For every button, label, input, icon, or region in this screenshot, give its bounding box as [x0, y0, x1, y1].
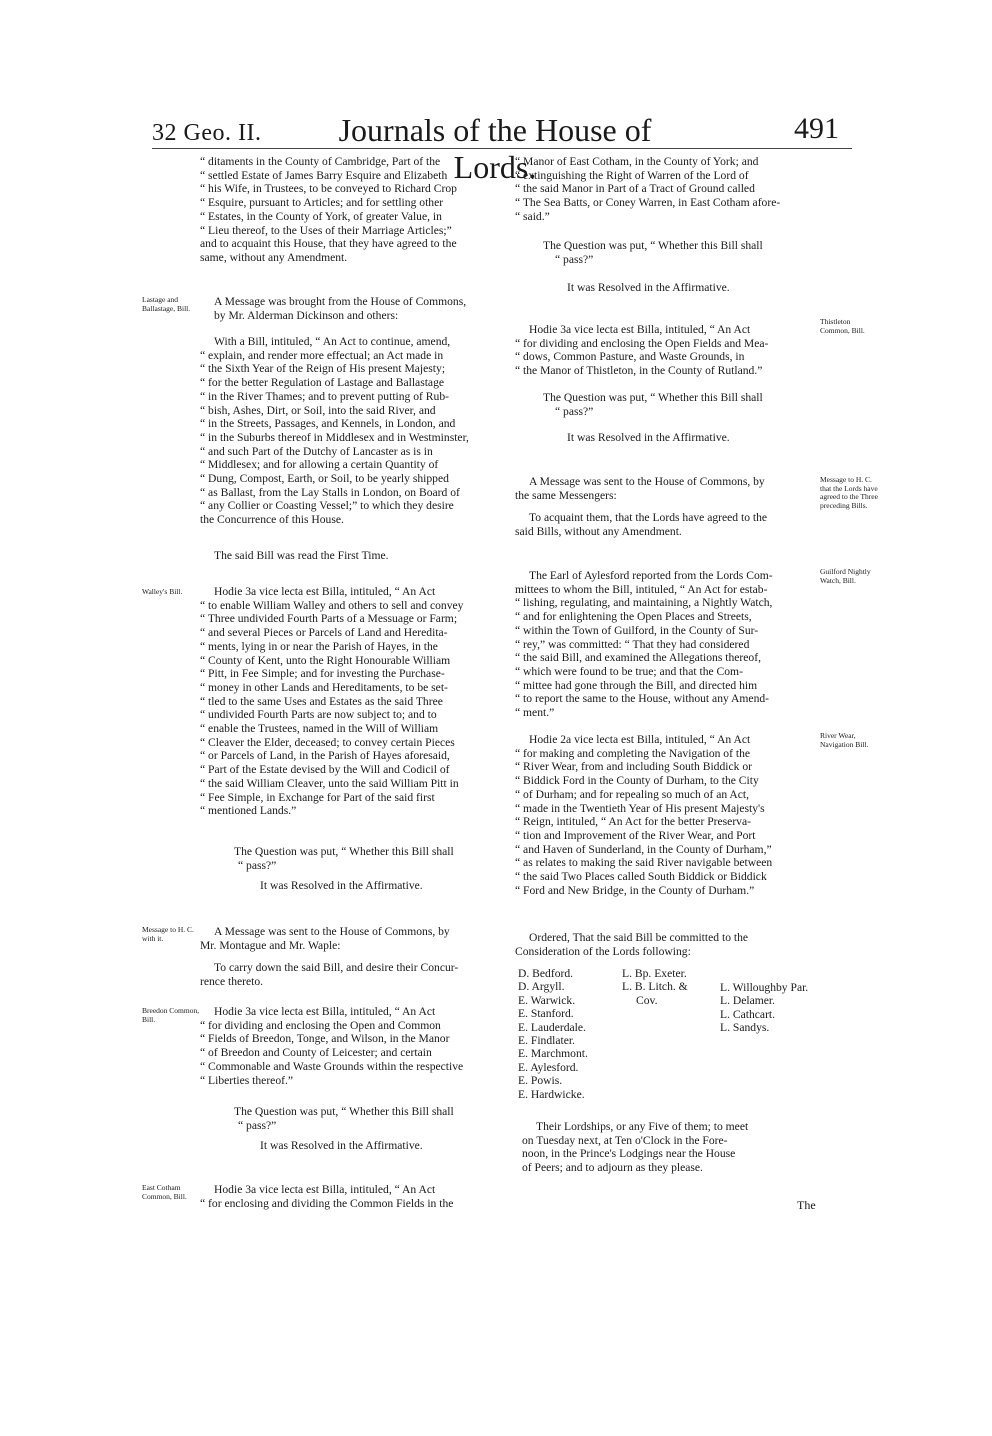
margin-note-thistleton: Thistleton Common, Bill.: [820, 317, 865, 335]
text-line: “ enable the Trustees, named in the Will of William: [200, 722, 439, 736]
text-line: noon, in the Prince's Lodgings near the House: [522, 1147, 736, 1161]
lord-name: E. Lauderdale.: [518, 1020, 586, 1034]
text-line: “ the said Two Places called South Biddick or Biddick: [515, 870, 767, 884]
lord-name: D. Argyll.: [518, 980, 565, 994]
text-line: “ or Parcels of Land, in the Parish of Hayes aforesaid,: [200, 749, 450, 763]
text-line: “ Dung, Compost, Earth, or Soil, to be yearly shipped: [200, 472, 449, 486]
text-line: “ of Durham; and for repealing so much of an Act,: [515, 787, 750, 801]
message-with-bill-paragraph: [200, 925, 502, 952]
text-line: Their Lordships, or any Five of them; to meet: [536, 1120, 749, 1133]
text-line: “ in the River Thames; and to prevent putting of Rub-: [200, 389, 449, 403]
lord-name: E. Hardwicke.: [518, 1087, 585, 1101]
breedon-bill-paragraph: [200, 1005, 502, 1087]
text-line: The Earl of Aylesford reported from the Lords Com-: [529, 569, 773, 582]
river-wear-bill-paragraph: [515, 733, 817, 897]
east-cotham-bill-paragraph: [200, 1183, 502, 1210]
text-line: “ as relates to making the said River navigable between: [515, 856, 773, 870]
lord-name: E. Powis.: [518, 1074, 563, 1088]
text-line: “ Middlesex; and for allowing a certain Quantity of: [200, 458, 439, 472]
east-cotham-resolution: It was Resolved in the Affirmative.: [567, 281, 730, 294]
text-line: mittees to whom the Bill, intituled, “ An Act for estab-: [515, 582, 768, 596]
text-line: “ Pitt, in Fee Simple; and for investing the Purchase-: [200, 667, 445, 681]
text-line: the Concurrence of this House.: [200, 513, 344, 527]
breedon-question: The Question was put, “ Whether this Bill shall “ pass?”: [234, 1105, 454, 1132]
text-line: “ The Sea Batts, or Coney Warren, in East Cotham afore-: [515, 196, 781, 210]
text-line: the same Messengers:: [515, 488, 617, 502]
text-line: on Tuesday next, at Ten o'Clock in the Fore-: [522, 1133, 728, 1147]
text-line: “ and such Part of the Dutchy of Lancaster as is in: [200, 444, 433, 458]
text-line: “ for the better Regulation of Lastage and Ballastage: [200, 376, 445, 390]
text-line: “ Cleaver the Elder, deceased; to convey certain Pieces: [200, 735, 455, 749]
text-line: “ rey,” was committed: “ That they had considered: [515, 637, 750, 651]
text-line: “ Lieu thereof, to the Uses of their Marriage Articles;”: [200, 223, 452, 237]
text-line: “ mentioned Lands.”: [200, 804, 297, 818]
lord-name: L. Delamer.: [720, 994, 776, 1008]
text-line: A Message was sent to the House of Commons, by: [214, 925, 450, 938]
acquaint-paragraph: [515, 511, 817, 538]
text-line: same, without any Amendment.: [200, 250, 348, 264]
text-line: “ the Sixth Year of the Reign of His present Majesty;: [200, 362, 446, 376]
text-line: “ which were found to be true; and that the Com-: [515, 664, 743, 678]
lastage-message-paragraph: [200, 295, 502, 322]
breedon-resolution: It was Resolved in the Affirmative.: [260, 1139, 423, 1152]
lord-name: L. Cathcart.: [720, 1007, 776, 1021]
margin-note-river-wear: River Wear, Navigation Bill.: [820, 731, 869, 749]
lord-name: L. Bp. Exeter.: [622, 967, 687, 980]
lords-list-bishops: [622, 967, 688, 1007]
text-line: “ the Manor of Thistleton, in the County of Rutland.”: [515, 364, 763, 378]
ordered-paragraph: [515, 931, 817, 958]
text-line: “ Fields of Breedon, Tonge, and Wilson, in the Manor: [200, 1032, 450, 1046]
text-line: “ for making and completing the Navigation of the: [515, 746, 751, 760]
text-line: “ extinguishing the Right of Warren of the Lord of: [515, 168, 749, 182]
text-line: “ in the Streets, Passages, and Kennels, in London, and: [200, 417, 456, 431]
text-line: “ tled to the same Uses and Estates as the said Three: [200, 694, 443, 708]
text-line: “ Biddick Ford in the County of Durham, to the City: [515, 774, 759, 788]
text-line: “ ments, lying in or near the Parish of Hayes, in the: [200, 639, 438, 653]
text-line: “ mittee had gone through the Bill, and directed him: [515, 678, 758, 692]
thistleton-bill-paragraph: [515, 323, 817, 378]
text-line: “ and Haven of Sunderland, in the County of Durham,”: [515, 842, 772, 856]
text-line: “ dows, Common Pasture, and Waste Grounds, in: [515, 350, 745, 364]
text-line: “ Fee Simple, in Exchange for Part of the said first: [200, 790, 435, 804]
guilford-report-paragraph: [515, 569, 817, 720]
text-line: “ ment.”: [515, 706, 555, 720]
header-regnal-year: 32 Geo. II.: [152, 120, 262, 146]
margin-note-breedon: Breedon Common, Bill.: [142, 1006, 200, 1024]
text-line: “ any Collier or Coasting Vessel;” to which they desire: [200, 499, 454, 513]
text-line: “ to report the same to the House, without any Amend-: [515, 692, 770, 706]
catchword: The: [797, 1198, 816, 1212]
text-line: “ and several Pieces or Parcels of Land and Heredita-: [200, 626, 448, 640]
page-number: 491: [794, 112, 839, 145]
text-line: “ bish, Ashes, Dirt, or Soil, into the said River, and: [200, 403, 436, 417]
margin-note-lastage: Lastage and Ballastage, Bill.: [142, 295, 191, 313]
lastage-bill-paragraph: [200, 335, 502, 527]
margin-note-east-cotham: East Cotham Common, Bill.: [142, 1183, 187, 1201]
lord-name: E. Warwick.: [518, 993, 576, 1007]
margin-note-message-three-bills: Message to H. C. that the Lords have agreed to the Three preceding Bills.: [820, 475, 878, 510]
text-line: “ for dividing and enclosing the Open Fields and Mea-: [515, 336, 769, 350]
text-line: “ lishing, regulating, and maintaining, a Nightly Watch,: [515, 596, 773, 610]
text-line: “ Manor of East Cotham, in the County of York; and: [515, 155, 759, 168]
lord-name: L. B. Litch. &: [622, 980, 688, 994]
text-line: “ said.”: [515, 209, 550, 223]
margin-note-guilford: Guilford Nightly Watch, Bill.: [820, 567, 871, 585]
text-line: “ the said Bill, and examined the Allegations thereof,: [515, 651, 761, 665]
text-line: “ River Wear, from and including South Biddick or: [515, 760, 752, 774]
header-title: Journals of the House of Lords.: [338, 112, 652, 185]
right-intro-paragraph: [515, 155, 826, 224]
text-line: “ ditaments in the County of Cambridge, Part of the: [200, 155, 441, 168]
header-rule: [152, 148, 852, 149]
text-line: “ Part of the Estate devised by the Will and Codicil of: [200, 763, 450, 777]
text-line: “ Ford and New Bridge, in the County of Durham.”: [515, 883, 755, 897]
walley-resolution: It was Resolved in the Affirmative.: [260, 879, 423, 892]
text-line: Hodie 3a vice lecta est Billa, intituled, “ An Act: [529, 323, 751, 336]
text-line: A Message was sent to the House of Commons, by: [529, 475, 765, 488]
lord-name: D. Bedford.: [518, 967, 574, 980]
text-line: With a Bill, intituled, “ An Act to continue, amend,: [214, 335, 451, 348]
text-line: “ settled Estate of James Barry Esquire and Elizabeth: [200, 168, 448, 182]
margin-note-walley: Walley's Bill.: [142, 587, 183, 596]
text-line: by Mr. Alderman Dickinson and others:: [214, 308, 399, 322]
text-line: “ money in other Lands and Hereditaments, to be set-: [200, 680, 448, 694]
text-line: Consideration of the Lords following:: [515, 944, 691, 958]
text-line: “ the said Manor in Part of a Tract of Ground called: [515, 182, 755, 196]
text-line: A Message was brought from the House of Commons,: [214, 295, 467, 308]
text-line: Hodie 3a vice lecta est Billa, intituled, “ An Act: [214, 1005, 436, 1018]
text-line: “ Commonable and Waste Grounds within the respective: [200, 1059, 464, 1073]
east-cotham-question: The Question was put, “ Whether this Bill shall “ pass?”: [543, 239, 763, 266]
first-reading-note: The said Bill was read the First Time.: [214, 549, 389, 562]
walley-bill-paragraph: [200, 585, 502, 818]
margin-note-message: Message to H. C. with it.: [142, 925, 194, 943]
lord-name: E. Stanford.: [518, 1007, 574, 1021]
text-line: “ within the Town of Guilford, in the County of Sur-: [515, 623, 759, 637]
text-line: Hodie 3a vice lecta est Billa, intituled, “ An Act: [214, 1183, 436, 1196]
lord-name: L. Willoughby Par.: [720, 981, 809, 994]
text-line: “ explain, and render more effectual; an Act made in: [200, 348, 444, 362]
lords-list-barons: [720, 981, 808, 1035]
text-line: “ Estates, in the County of York, of greater Value, in: [200, 209, 442, 223]
text-line: Hodie 2a vice lecta est Billa, intituled, “ An Act: [529, 733, 751, 746]
lords-list-dukes-earls: [518, 967, 588, 1101]
text-line: “ Liberties thereof.”: [200, 1073, 294, 1087]
message-three-bills-paragraph: [515, 475, 817, 502]
text-line: “ Reign, intituled, “ An Act for the better Preserva-: [515, 815, 751, 829]
text-line: “ undivided Fourth Parts are now subject to; and to: [200, 708, 437, 722]
left-intro-paragraph: [200, 155, 502, 265]
lord-name: Cov.: [636, 993, 658, 1007]
carry-down-paragraph: [200, 961, 502, 988]
text-line: Hodie 3a vice lecta est Billa, intituled, “ An Act: [214, 585, 436, 598]
thistleton-resolution: It was Resolved in the Affirmative.: [567, 431, 730, 444]
text-line: of Peers; and to adjourn as they please.: [522, 1161, 703, 1175]
text-line: “ as Ballast, from the Lay Stalls in London, on Board of: [200, 485, 460, 499]
text-line: To carry down the said Bill, and desire their Concur-: [214, 961, 459, 974]
lord-name: E. Findlater.: [518, 1034, 575, 1048]
text-line: “ tion and Improvement of the River Wear, and Port: [515, 828, 756, 842]
text-line: “ to enable William Walley and others to sell and convey: [200, 598, 464, 612]
text-line: “ of Breedon and County of Leicester; and certain: [200, 1046, 432, 1060]
text-line: “ in the Suburbs thereof in Middlesex and in Westminster,: [200, 430, 469, 444]
text-line: Ordered, That the said Bill be committed to the: [529, 931, 749, 944]
text-line: “ Esquire, pursuant to Articles; and for settling other: [200, 196, 444, 210]
text-line: said Bills, without any Amendment.: [515, 524, 682, 538]
text-line: Mr. Montague and Mr. Waple:: [200, 938, 341, 952]
text-line: To acquaint them, that the Lords have agreed to the: [529, 511, 768, 524]
text-line: “ his Wife, in Trustees, to be conveyed to Richard Crop: [200, 182, 457, 196]
lord-name: E. Aylesford.: [518, 1060, 579, 1074]
text-line: “ for enclosing and dividing the Common Fields in the: [200, 1196, 454, 1210]
text-line: “ County of Kent, unto the Right Honourable William: [200, 653, 451, 667]
lord-name: E. Marchmont.: [518, 1047, 588, 1061]
lord-name: L. Sandys.: [720, 1021, 770, 1035]
text-line: “ for dividing and enclosing the Open and Common: [200, 1018, 441, 1032]
text-line: and to acquaint this House, that they have agreed to the: [200, 237, 457, 251]
text-line: “ made in the Twentieth Year of His present Majesty's: [515, 801, 765, 815]
text-line: “ the said William Cleaver, unto the said William Pitt in: [200, 776, 459, 790]
text-line: “ and for enlightening the Open Places and Streets,: [515, 610, 752, 624]
walley-question: The Question was put, “ Whether this Bill shall “ pass?”: [234, 845, 454, 872]
text-line: “ Three undivided Fourth Parts of a Messuage or Farm;: [200, 612, 458, 626]
text-line: rence thereto.: [200, 974, 264, 988]
thistleton-question: The Question was put, “ Whether this Bill shall “ pass?”: [543, 391, 763, 418]
